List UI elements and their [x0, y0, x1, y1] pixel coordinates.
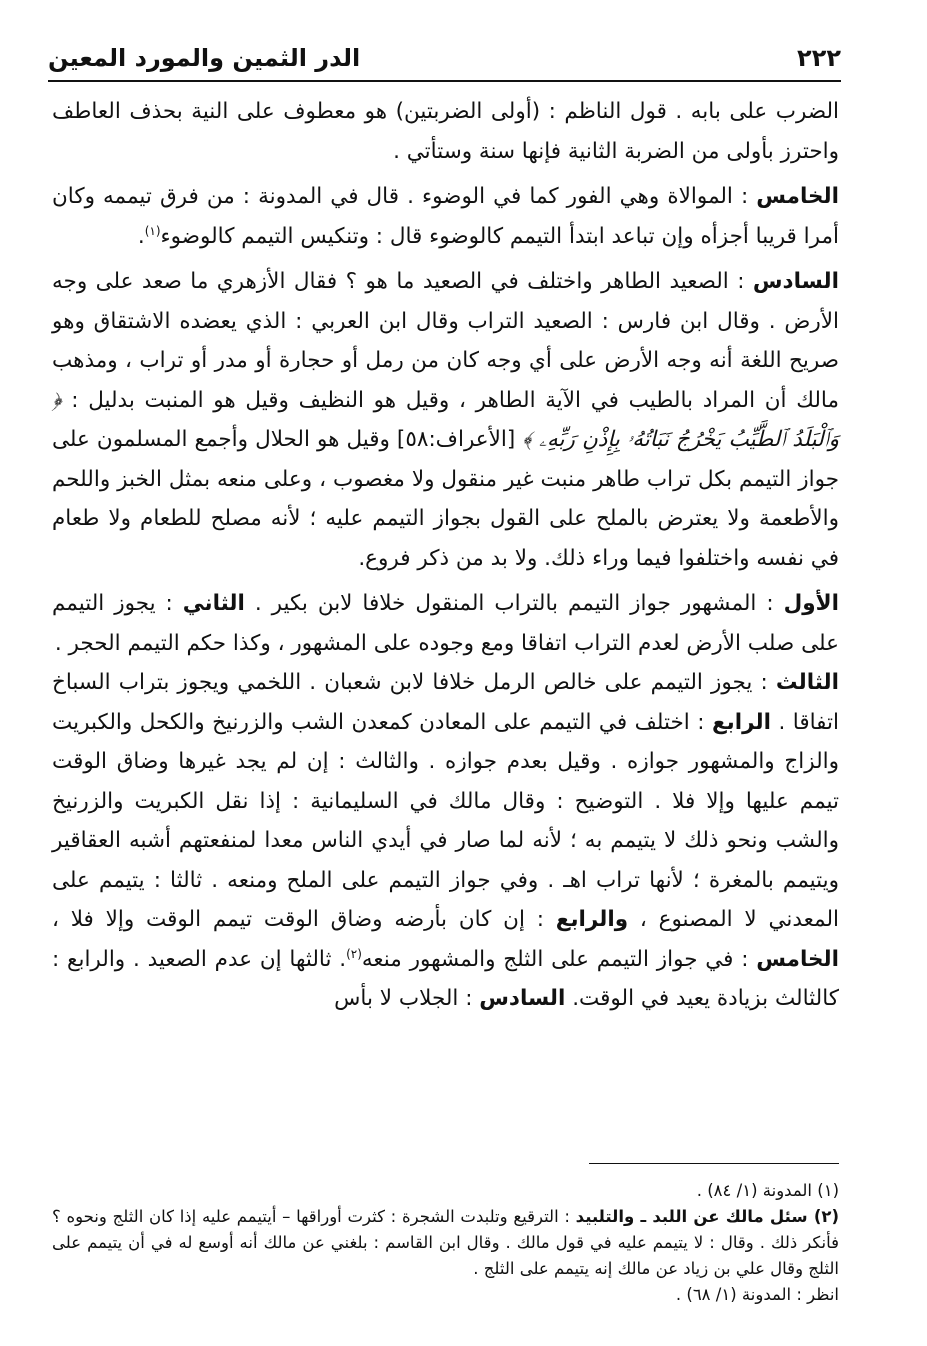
footnote-text: (١) المدونة (١/ ٨٤) .: [696, 1181, 839, 1200]
branch-text: : إن كان بأرضه وضاق الوقت تيمم الوقت وإلا فلا ،: [52, 907, 556, 932]
branch-lead: الرابع: [712, 709, 771, 735]
branch-lead: السادس: [479, 986, 566, 1011]
main-text: [52, 92, 839, 1025]
paragraph-tail: .: [137, 223, 145, 249]
paragraph-lead: الخامس: [756, 184, 839, 209]
paragraph-sixth-condition: [52, 262, 839, 578]
branch-text: : اختلف في التيمم على المعادن كمعدن الشب والزرنيخ والكحل والكبريت والزاج والمشهور جوازه . وقيل بعدم جوازه . والثالث : إن لم يجد غيرها وضاق الوقت تيمم عليها وإلا فلا . التوضيح : وقال مالك في السليمانية : إذا نقل الكبريت والزرنيخ والشب ونحو ذلك لا يتيمم به ؛ لأنه لما صار في أيدي الناس معدا لمنفعتهم أشبه العقاقير ويتيمم بالمغرة ؛ لأنها تراب اهـ . وفي جواز التيمم على الملح ومنعه . ثالثا : يتيمم على المعدني لا المصنوع ،: [52, 709, 839, 932]
quran-verse: ﴿ وَٱلْبَلَدُ ٱلطَّيِّبُ يَخْرُجُ نَبَاتُهُۥ بِإِذْنِ رَبِّهِۦ ﴾: [52, 387, 839, 452]
verse-reference: [الأعراف:٥٨]: [389, 427, 523, 452]
branch-lead: الأول: [783, 591, 839, 616]
page-number: ٢٢٢: [797, 44, 841, 72]
branch-text: : يجوز التيمم على صلب الأرض لعدم التراب اتفاقا ومع وجوده على المشهور ، وكذا حكم التيمم الحجر .: [52, 591, 839, 656]
branch-text: : يجوز التيمم على خالص الرمل خلافا لابن شعبان . اللخمي ويجوز بتراب السباخ اتفاقا .: [52, 670, 839, 735]
footnote-divider: [589, 1163, 839, 1164]
footnote-2: [52, 1204, 839, 1282]
footnote-text: : الترقيع وتلبدت الشجرة : كثرت أوراقها – أيتيمم عليه إذا كان الثلج ونحوه ؟ فأنكر ذلك . وقال : لا يتيمم عليه في قول مالك . وقال ابن القاسم : بلغني عن مالك أنه أوسع له في أن يتيمم على الثلج وقال علي بن زياد عن مالك إنه يتيمم على الثلج .: [52, 1207, 839, 1278]
footnote-ref: (١): [144, 223, 161, 238]
page-header: [48, 40, 841, 82]
footnote-text: انظر : المدونة (١/ ٦٨) .: [675, 1285, 839, 1304]
paragraph-fifth-condition: [52, 177, 839, 256]
paragraph-intro: [52, 92, 839, 171]
branch-text: : الجلاب لا بأس: [334, 986, 480, 1011]
footnote-lead: (٢) سئل مالك عن اللبد ـ والتلبيد: [575, 1207, 839, 1226]
paragraph-branches: [52, 584, 839, 1019]
footnotes: [52, 1178, 839, 1308]
running-title: الدر الثمين والمورد المعين: [48, 44, 361, 72]
branch-text: : المشهور جواز التيمم بالتراب المنقول خلافا لابن بكير .: [244, 591, 784, 616]
footnote-1: [52, 1178, 839, 1204]
paragraph-lead: السادس: [752, 269, 839, 294]
paragraph-text: : الصعيد الطاهر واختلف في الصعيد ما هو ؟ فقال الأزهري ما صعد على وجه الأرض . وقال ابن فارس : الصعيد التراب وقال ابن العربي : الذي يعضده الاشتقاق وهو صريح اللغة أنه وجه الأرض على أي وجه كان من رمل أو حجارة أو مدر أو تراب ، ومذهب مالك أن المراد بالطيب في الآية الطاهر ، وقيل هو النظيف وقيل هو المنبت بدليل :: [52, 269, 839, 413]
paragraph-text: : الموالاة وهي الفور كما في الوضوء . قال في المدونة : من فرق تيممه وكان أمرا قريبا أجزأه وإن تباعد ابتدأ التيمم كالوضوء قال : وتنكيس التيمم كالوضوء: [52, 184, 839, 249]
branch-text: : في جواز التيمم على الثلج والمشهور منعه: [361, 946, 757, 972]
paragraph-text: الضرب على بابه . قول الناظم : (أولى الضربتين) هو معطوف على النية بحذف العاطف واحترز بأولى من الضربة الثانية فإنها سنة وستأتي .: [52, 99, 839, 164]
branch-lead: الثالث: [775, 670, 839, 695]
branch-text: . ثالثها إن عدم الصعيد . والرابع : كالثالث بزيادة يعيد في الوقت.: [52, 946, 839, 1011]
branch-lead: والرابع: [555, 907, 629, 932]
footnote-ref: (٢): [346, 946, 362, 961]
branch-lead: الثاني: [182, 591, 245, 616]
footnote-2-reference: [52, 1282, 839, 1308]
branch-lead: الخامس: [756, 946, 839, 972]
paragraph-text: وقيل هو الحلال وأجمع المسلمون على جواز التيمم بكل تراب طاهر منبت غير منقول ولا مغصوب ، وعلى منعه بمثل الخبز واللحم والأطعمة ولا يعترض بالملح على القول بجواز التيمم عليه ؛ لأنه مصلح للطعام ولا طعام في نفسه واختلفوا فيما وراء ذلك. ولا بد من ذكر فروع.: [52, 427, 839, 571]
